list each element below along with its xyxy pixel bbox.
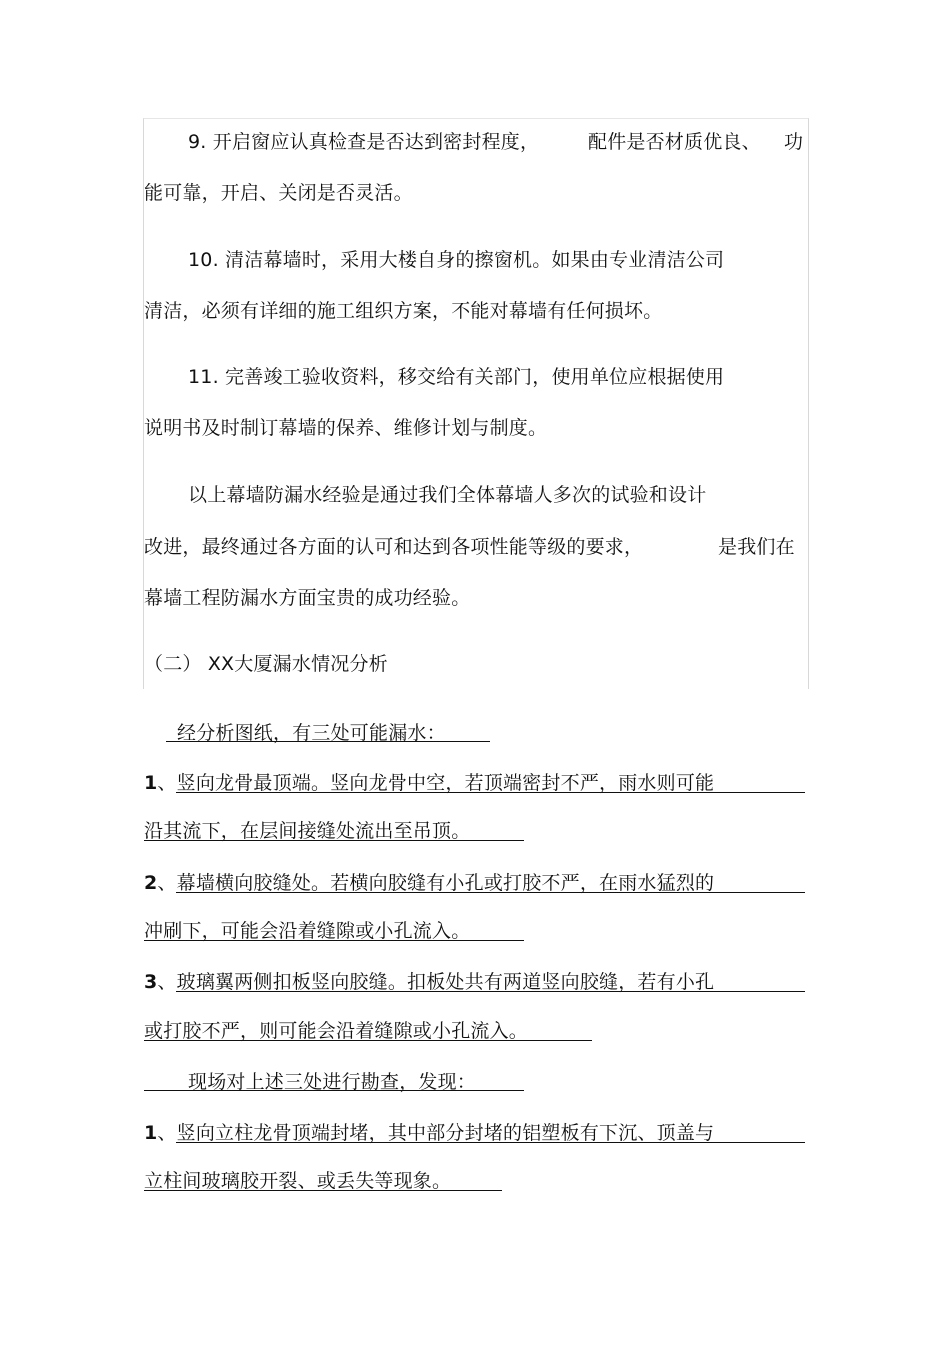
finding-1-line1-underline [176,1142,805,1143]
intro-underline [166,741,490,742]
item-11-line2: 说明书及时制订幕墙的保养、维修计划与制度。 [144,417,548,439]
point-2-line2: 冲刷下，可能会沿着缝隙或小孔流入。 [144,920,471,942]
item-9-line1b: 配件是否材质优良、 [588,131,761,153]
point-2-text: 、幕墙横向胶缝处。若横向胶缝有小孔或打胶不严，在雨水猛烈的 [157,872,715,894]
point-3-line2-underline [144,1040,592,1041]
summary-line1: 以上幕墙防漏水经验是通过我们全体幕墙人多次的试验和设计 [188,484,707,506]
item-9-line1c: 功 [784,131,804,153]
point-3-number: 3 [144,971,158,993]
item-9-line1a: 9. 开启窗应认真检查是否达到密封程度， [188,131,540,153]
finding-1-number: 1 [144,1122,158,1144]
summary-line2a: 改进，最终通过各方面的认可和达到各项性能等级的要求， [144,536,644,558]
item-10-line2: 清洁，必须有详细的施工组织方案，不能对幕墙有任何损坏。 [144,300,663,322]
item-10-line1: 10. 清洁幕墙时，采用大楼自身的擦窗机。如果由专业清洁公司 [188,249,725,271]
point-1-text: 、竖向龙骨最顶端。竖向龙骨中空，若顶端密封不严，雨水则可能 [157,772,715,794]
point-2-line2-underline [144,940,524,941]
item-9-line2: 能可靠，开启、关闭是否灵活。 [144,182,413,204]
point-1-line2-underline [144,840,524,841]
point-1-line1-underline [176,792,805,793]
finding-1-text: 、竖向立柱龙骨顶端封堵，其中部分封堵的铝塑板有下沉、顶盖与 [157,1122,715,1144]
finding-1-line2: 立柱间玻璃胶开裂、或丢失等现象。 [144,1170,452,1192]
point-2-line1-underline [176,892,805,893]
point-1-number: 1 [144,772,158,794]
intro-text: 经分析图纸，有三处可能漏水： [177,722,446,744]
point-3-line2: 或打胶不严，则可能会沿着缝隙或小孔流入。 [144,1020,529,1042]
point-2-number: 2 [144,872,158,894]
point-3-line1-underline [176,991,805,992]
section-title: （二） XX大厦漏水情况分析 [144,653,388,675]
item-11-line1: 11. 完善竣工验收资料，移交给有关部门，使用单位应根据使用 [188,366,725,388]
finding-1-line2-underline [144,1190,502,1191]
point-3-text: 、玻璃翼两侧扣板竖向胶缝。扣板处共有两道竖向胶缝，若有小孔 [157,971,715,993]
survey-underline [144,1090,524,1091]
summary-line2b: 是我们在 [718,536,795,558]
survey-text: 现场对上述三处进行勘查，发现： [188,1071,477,1093]
point-1-line2: 沿其流下，在层间接缝处流出至吊顶。 [144,820,471,842]
summary-line3: 幕墙工程防漏水方面宝贵的成功经验。 [144,587,471,609]
